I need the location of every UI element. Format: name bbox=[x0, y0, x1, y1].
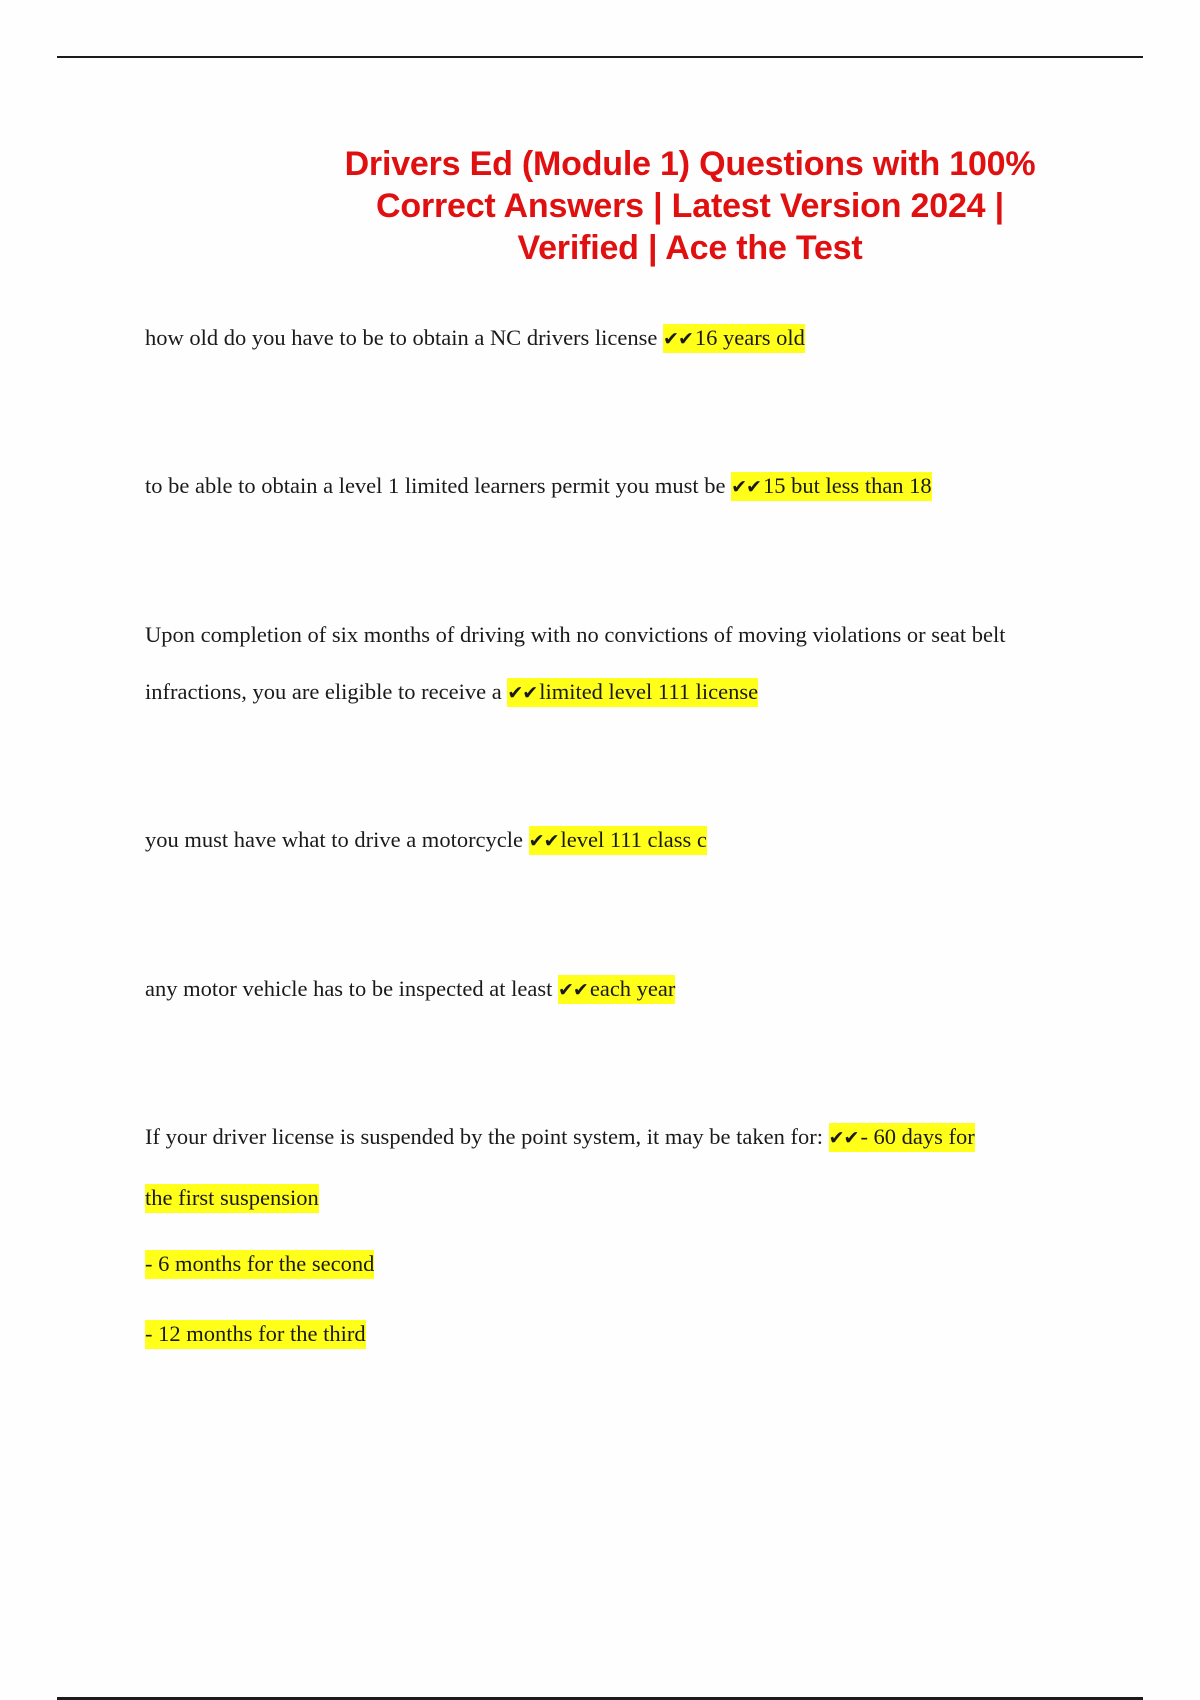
double-check-icon: ✔✔ bbox=[528, 830, 559, 852]
double-check-icon: ✔✔ bbox=[507, 682, 538, 704]
answer-text-line-3: - 6 months for the second bbox=[145, 1250, 374, 1279]
question-text: how old do you have to be to obtain a NC drivers license bbox=[145, 325, 658, 350]
qa-item-2 bbox=[145, 457, 1105, 516]
answer-text-line-4: - 12 months for the third bbox=[145, 1320, 366, 1349]
question-line-2 bbox=[145, 663, 1105, 722]
answer-text: each year bbox=[589, 976, 676, 1001]
title-line-2: Correct Answers | Latest Version 2024 | bbox=[376, 187, 1004, 225]
question-text-line-2: infractions, you are eligible to receive a bbox=[145, 679, 502, 704]
qa-item-1 bbox=[145, 309, 1105, 368]
question-line-1 bbox=[145, 1108, 1105, 1167]
question-text-line-1: Upon completion of six months of driving with no convictions of moving violations or seat belt bbox=[145, 622, 1006, 647]
answer-highlight bbox=[731, 472, 932, 501]
qa-item-5 bbox=[145, 960, 1105, 1019]
qa-item-6-answer-line-3 bbox=[145, 1235, 1105, 1292]
question-text: you must have what to drive a motorcycle bbox=[145, 827, 524, 852]
qa-item-4 bbox=[145, 811, 1105, 870]
double-check-icon: ✔✔ bbox=[731, 476, 761, 498]
answer-highlight bbox=[558, 975, 675, 1004]
answer-highlight bbox=[507, 678, 758, 707]
header-rule bbox=[57, 56, 1143, 58]
answer-text: 16 years old bbox=[694, 325, 805, 350]
qa-item-6 bbox=[145, 1108, 1105, 1167]
title-line-1: Drivers Ed (Module 1) Questions with 100% bbox=[344, 145, 1036, 183]
double-check-icon: ✔✔ bbox=[828, 1127, 859, 1149]
question-text: If your driver license is suspended by the point system, it may be taken for: bbox=[145, 1124, 823, 1149]
qa-item-6-answer-line-4 bbox=[145, 1305, 1105, 1362]
qa-item-3 bbox=[145, 606, 1105, 722]
answer-text: limited level 111 license bbox=[539, 679, 759, 704]
answer-text: level 111 class c bbox=[560, 827, 707, 852]
qa-item-6-answer-line-2 bbox=[145, 1169, 1105, 1226]
answer-highlight bbox=[529, 826, 707, 855]
document-title bbox=[290, 143, 1090, 269]
answer-text: 15 but less than 18 bbox=[762, 473, 932, 498]
answer-text-line-1: - 60 days for bbox=[860, 1124, 975, 1149]
answer-text-line-2: the first suspension bbox=[145, 1184, 319, 1213]
double-check-icon: ✔✔ bbox=[663, 328, 693, 350]
title-line-3: Verified | Ace the Test bbox=[517, 229, 863, 267]
question-text: any motor vehicle has to be inspected at least bbox=[145, 976, 553, 1001]
question-text: to be able to obtain a level 1 limited learners permit you must be bbox=[145, 473, 726, 498]
answer-highlight bbox=[829, 1123, 975, 1152]
answer-highlight bbox=[663, 324, 805, 353]
double-check-icon: ✔✔ bbox=[558, 979, 588, 1001]
